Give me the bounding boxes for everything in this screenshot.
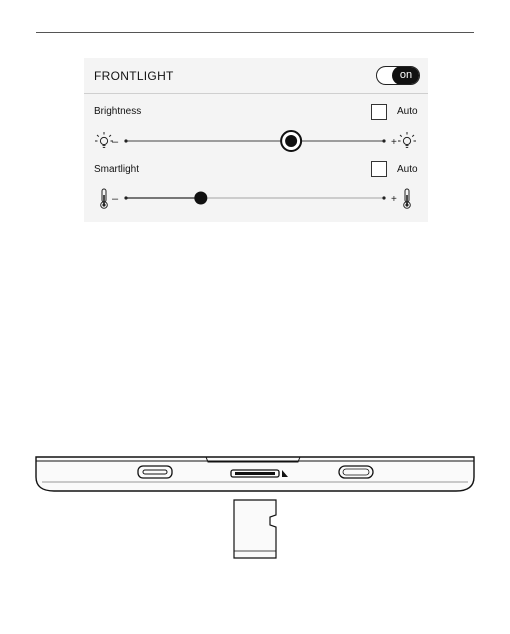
device-illustration	[36, 455, 474, 565]
smartlight-track-start	[124, 196, 127, 199]
brightness-slider[interactable]	[92, 129, 422, 155]
brightness-thumb[interactable]	[281, 131, 301, 151]
smartlight-slider[interactable]	[92, 186, 422, 212]
brightness-label: Brightness	[94, 106, 142, 117]
smartlight-thumb[interactable]	[194, 192, 207, 205]
frontlight-title: FRONTLIGHT	[94, 69, 174, 83]
brightness-plus: +	[391, 137, 397, 148]
microsd-card	[234, 500, 276, 558]
panel-divider	[84, 93, 428, 94]
sun-icon	[95, 132, 113, 147]
brightness-track-end	[382, 139, 385, 142]
top-rule	[36, 32, 474, 33]
e-reader-bottom-edge	[36, 457, 474, 491]
thermometer-icon	[101, 189, 108, 208]
smartlight-label: Smartlight	[94, 164, 140, 175]
smartlight-minus: –	[112, 193, 119, 205]
sun-icon	[398, 132, 416, 147]
smartlight-track-end	[382, 196, 385, 199]
brightness-auto-label: Auto	[397, 106, 418, 117]
smartlight-plus: +	[391, 194, 397, 205]
thermometer-icon	[404, 189, 411, 208]
brightness-minus: –	[112, 136, 119, 148]
toggle-state-label: on	[392, 66, 420, 85]
frontlight-toggle[interactable]	[376, 66, 420, 85]
brightness-auto-checkbox[interactable]	[371, 104, 387, 120]
smartlight-auto-checkbox[interactable]	[371, 161, 387, 177]
brightness-track-start	[124, 139, 127, 142]
smartlight-auto-label: Auto	[397, 164, 418, 175]
